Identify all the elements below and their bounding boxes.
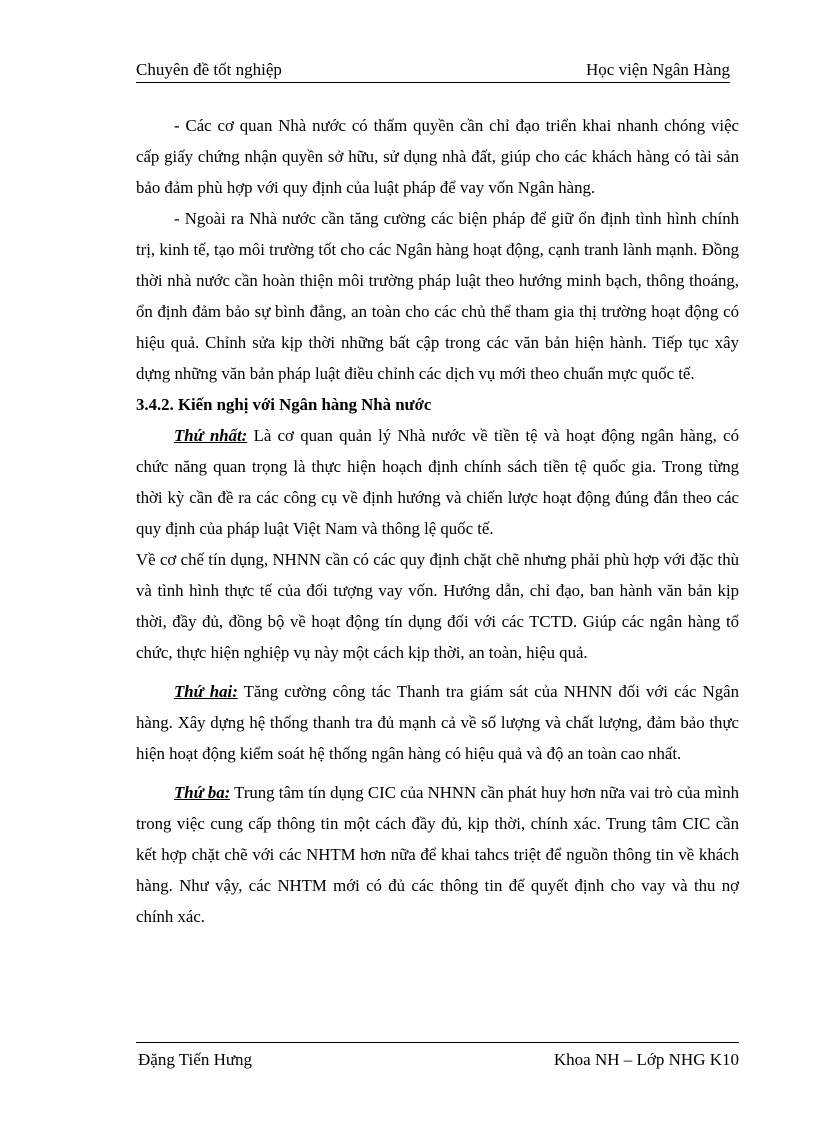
header-document-type: Chuyên đề tốt nghiệp xyxy=(136,60,282,79)
header-institution: Học viện Ngân Hàng xyxy=(586,60,730,79)
paragraph-third-recommendation xyxy=(136,777,739,932)
section-heading: 3.4.2. Kiến nghị với Ngân hàng Nhà nước xyxy=(136,395,432,414)
second-label: Thứ hai: xyxy=(174,682,238,701)
page-footer xyxy=(136,1042,739,1073)
paragraph-legal-environment: - Ngoài ra Nhà nước cần tăng cường các biện pháp để giữ ổn định tình hình chính trị, kinh tế, tạo môi trường tốt cho các Ngân hàng hoạt động, cạnh tranh lành mạnh. Đồng thời nhà nước cần hoàn thiện môi trường pháp luật theo hướng minh bạch, thông thoáng, ổn định đảm bảo sự bình đẳng, an toàn cho các chủ thể tham gia thị trường hoạt động có hiệu quả. Chỉnh sửa kịp thời những bất cập trong các văn bản hiện hành. Tiếp tục xây dựng những văn bản pháp luật điều chỉnh các dịch vụ mới theo chuẩn mực quốc tế. xyxy=(136,209,739,383)
first-text: Là cơ quan quản lý Nhà nước về tiền tệ và hoạt động ngân hàng, có chức năng quan trọng là thực hiện hoạch định chính sách tiền tệ quốc gia. Trong từng thời kỳ cần đề ra các công cụ về định hướng và chiến lược hoạt động đúng đắn theo các quy định của pháp luật Việt Nam và thông lệ quốc tế. xyxy=(136,426,740,538)
second-text: Tăng cường công tác Thanh tra giám sát của NHNN đối với các Ngân hàng. Xây dựng hệ thống thanh tra đủ mạnh cả về số lượng và chất lượng, đảm bảo thực hiện hoạt động kiểm soát hệ thống ngân hàng có hiệu quả và độ an toàn cao nhất. xyxy=(136,682,739,763)
paragraph-credit-mechanism: Về cơ chế tín dụng, NHNN cần có các quy định chặt chẽ nhưng phải phù hợp với đặc thù và tình hình thực tế của đối tượng vay vốn. Hướng dẫn, chỉ đạo, ban hành văn bản kịp thời, đầy đủ, đồng bộ về hoạt động tín dụng đối với các TCTD. Giúp các ngân hàng tổ chức, thực hiện nghiệp vụ này một cách kịp thời, an toàn, hiệu quả. xyxy=(136,550,739,662)
paragraph-second-recommendation xyxy=(136,676,739,769)
page-body xyxy=(136,110,739,932)
page-header xyxy=(136,56,730,83)
paragraph-land-certificates: - Các cơ quan Nhà nước có thẩm quyền cần chỉ đạo triển khai nhanh chóng việc cấp giấy chứng nhận quyền sở hữu, sử dụng nhà đất, giúp cho các khách hàng có tài sản bảo đảm phù hợp với quy định của luật pháp để vay vốn Ngân hàng. xyxy=(136,116,739,197)
paragraph-first-recommendation xyxy=(136,420,739,544)
third-label: Thứ ba: xyxy=(174,783,231,802)
third-text: Trung tâm tín dụng CIC của NHNN cần phát huy hơn nữa vai trò của mình trong việc cung cấp thông tin một cách đầy đủ, kịp thời, chính xác. Trung tâm CIC cần kết hợp chặt chẽ với các NHTM hơn nữa để khai tahcs triệt để nguồn thông tin về khách hàng. Như vậy, các NHTM mới có đủ các thông tin để quyết định cho vay và thu nợ chính xác. xyxy=(136,783,739,926)
first-label: Thứ nhất: xyxy=(174,426,248,445)
footer-author: Đặng Tiến Hưng xyxy=(138,1050,253,1069)
footer-class: Khoa NH – Lớp NHG K10 xyxy=(553,1050,739,1069)
